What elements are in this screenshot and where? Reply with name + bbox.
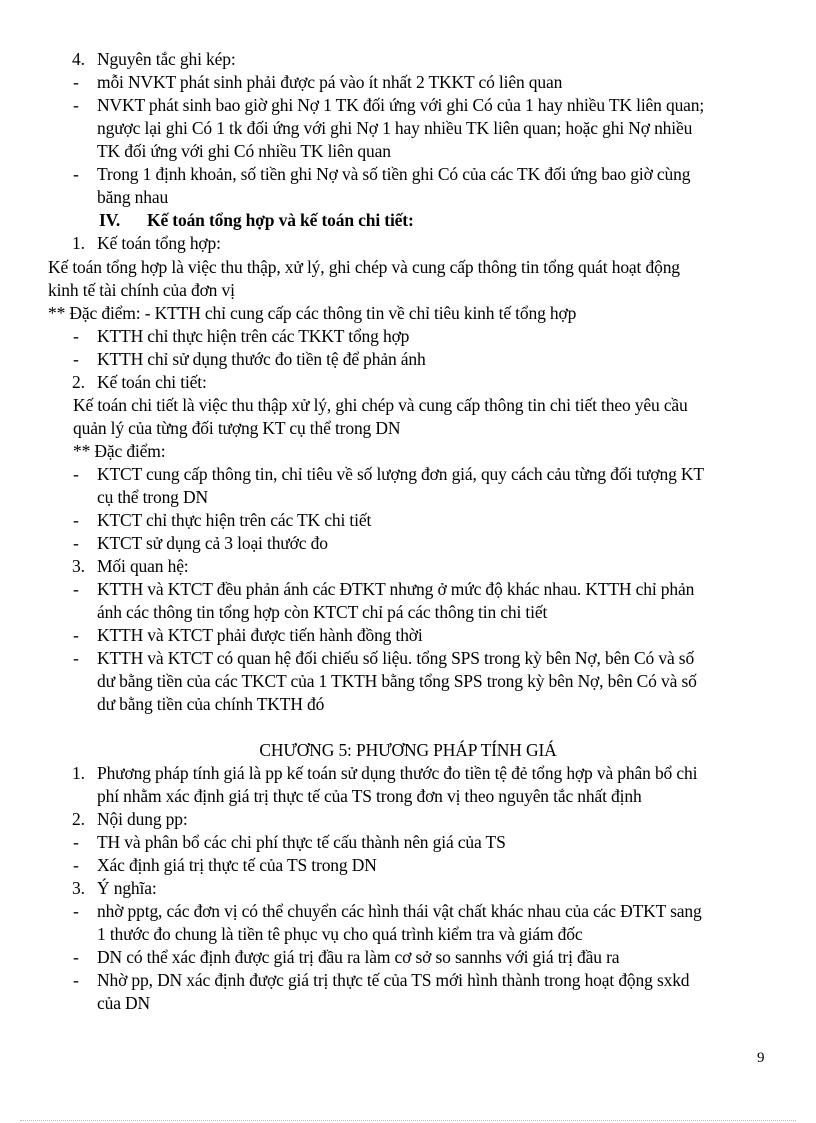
bullet-text: KTTH và KTCT đều phản ánh các ĐTKT nhưng ở mức độ khác nhau. KTTH chỉ phản <box>97 579 695 599</box>
paragraph-line: Kế toán chi tiết là việc thu thập xử lý, ghi chép và cung cấp thông tin chi tiết theo yêu cầu <box>73 395 688 415</box>
bullet-text: Trong 1 định khoản, số tiền ghi Nợ và số tiền ghi Có của các TK đối ứng bao giờ cùng <box>97 164 691 184</box>
bullet-text: KTTH và KTCT có quan hệ đối chiếu số liệu. tổng SPS trong kỳ bên Nợ, bên Có và số <box>97 648 695 668</box>
item-text: phí nhằm xác định giá trị thực tế của TS trong đơn vị theo nguyên tắc nhất định <box>97 786 642 806</box>
item-title: Ý nghĩa: <box>97 878 157 898</box>
list-number: 1. <box>72 763 85 783</box>
item-title: Nội dung pp: <box>97 809 188 829</box>
list-number: 2. <box>72 809 85 829</box>
bullet-text: dư bằng tiền của các TKCT của 1 TKTH bằng tổng SPS trong kỳ bên Nợ, bên Có và số <box>97 671 697 691</box>
section-title: Nguyên tắc ghi kép: <box>97 49 236 69</box>
bullet-dash: - <box>73 326 79 346</box>
bullet-text: TK đối ứng với ghi Có nhiều TK liên quan <box>97 141 391 161</box>
bullet-text: KTCT chỉ thực hiện trên các TK chi tiết <box>97 510 372 530</box>
subsection-title: Mối quan hệ: <box>97 556 189 576</box>
bullet-text: DN có thể xác định được giá trị đầu ra làm cơ sở so sannhs với giá trị đầu ra <box>97 947 620 967</box>
bullet-dash: - <box>73 95 79 115</box>
bullet-text: băng nhau <box>97 187 169 207</box>
paragraph-line: Kế toán tổng hợp là việc thu thập, xử lý, ghi chép và cung cấp thông tin tổng quát hoạt động <box>48 257 680 277</box>
bullet-text: KTTH và KTCT phải được tiến hành đồng thời <box>97 625 423 645</box>
page-number: 9 <box>757 1050 765 1066</box>
bullet-text: KTCT sử dụng cả 3 loại thước đo <box>97 533 328 553</box>
list-number: 4. <box>72 49 85 69</box>
bullet-text: KTCT cung cấp thông tin, chỉ tiêu về số lượng đơn giá, quy cách cảu từng đối tượng KT <box>97 464 704 484</box>
bullet-dash: - <box>73 72 79 92</box>
chapter-title: CHƯƠNG 5: PHƯƠNG PHÁP TÍNH GIÁ <box>259 740 557 760</box>
list-number: 3. <box>72 878 85 898</box>
bullet-dash: - <box>73 648 79 668</box>
page-bottom-divider <box>20 1120 796 1121</box>
bullet-dash: - <box>73 464 79 484</box>
bullet-text: KTTH chỉ thực hiện trên các TKKT tổng hợp <box>97 326 410 346</box>
list-number: 2. <box>72 372 85 392</box>
bullet-dash: - <box>73 510 79 530</box>
bullet-dash: - <box>73 164 79 184</box>
bullet-dash: - <box>73 349 79 369</box>
bullet-text: TH và phân bổ các chi phí thực tế cấu thành nên giá của TS <box>97 832 506 852</box>
bullet-dash: - <box>73 901 79 921</box>
features-line: ** Đặc điểm: - KTTH chỉ cung cấp các thông tin về chỉ tiêu kinh tế tổng hợp <box>48 303 577 323</box>
bullet-dash: - <box>73 947 79 967</box>
list-number: 1. <box>72 233 85 253</box>
subsection-title: Kế toán chi tiết: <box>97 372 207 392</box>
paragraph-line: kinh tế tài chính của đơn vị <box>48 280 235 300</box>
bullet-text: 1 thước đo chung là tiền tê phục vụ cho quá trình kiểm tra và giám đốc <box>97 924 583 944</box>
bullet-text: NVKT phát sinh bao giờ ghi Nợ 1 TK đối ứng với ghi Có của 1 hay nhiều TK liên quan; <box>97 95 705 115</box>
subsection-title: Kế toán tổng hợp: <box>97 233 221 253</box>
bullet-text: Xác định giá trị thực tế của TS trong DN <box>97 855 377 875</box>
bullet-text: dư bằng tiền của chính TKTH đó <box>97 694 325 714</box>
paragraph-line: quản lý của từng đối tượng KT cụ thể trong DN <box>73 418 401 438</box>
bullet-text: ngược lại ghi Có 1 tk đối ứng với ghi Nợ 1 hay nhiều TK liên quan; hoặc ghi Nợ nhiều <box>97 118 693 138</box>
bullet-text: ánh các thông tin tổng hợp còn KTCT chỉ pá các thông tin chi tiết <box>97 602 548 622</box>
heading-number: IV. <box>99 210 121 230</box>
bullet-dash: - <box>73 533 79 553</box>
item-text: Phương pháp tính giá là pp kế toán sử dụng thước đo tiền tệ đẻ tổng hợp và phân bổ chi <box>97 763 698 783</box>
list-number: 3. <box>72 556 85 576</box>
bullet-dash: - <box>73 579 79 599</box>
features-label: ** Đặc điểm: <box>73 441 166 461</box>
bullet-text: nhờ pptg, các đơn vị có thể chuyển các hình thái vật chất khác nhau của các ĐTKT sang <box>97 901 702 921</box>
bullet-dash: - <box>73 970 79 990</box>
bullet-text: KTTH chỉ sử dụng thước đo tiền tệ để phản ánh <box>97 349 426 369</box>
bullet-text: Nhờ pp, DN xác định được giá trị thực tế của TS mới hình thành trong hoạt động sxkd <box>97 970 690 990</box>
heading-title: Kế toán tổng hợp và kế toán chi tiết: <box>147 210 414 230</box>
bullet-text: của DN <box>97 993 151 1013</box>
bullet-dash: - <box>73 832 79 852</box>
bullet-dash: - <box>73 625 79 645</box>
bullet-text: mỗi NVKT phát sinh phải được pá vào ít nhất 2 TKKT có liên quan <box>97 72 563 92</box>
bullet-text: cụ thể trong DN <box>97 487 208 507</box>
bullet-dash: - <box>73 855 79 875</box>
